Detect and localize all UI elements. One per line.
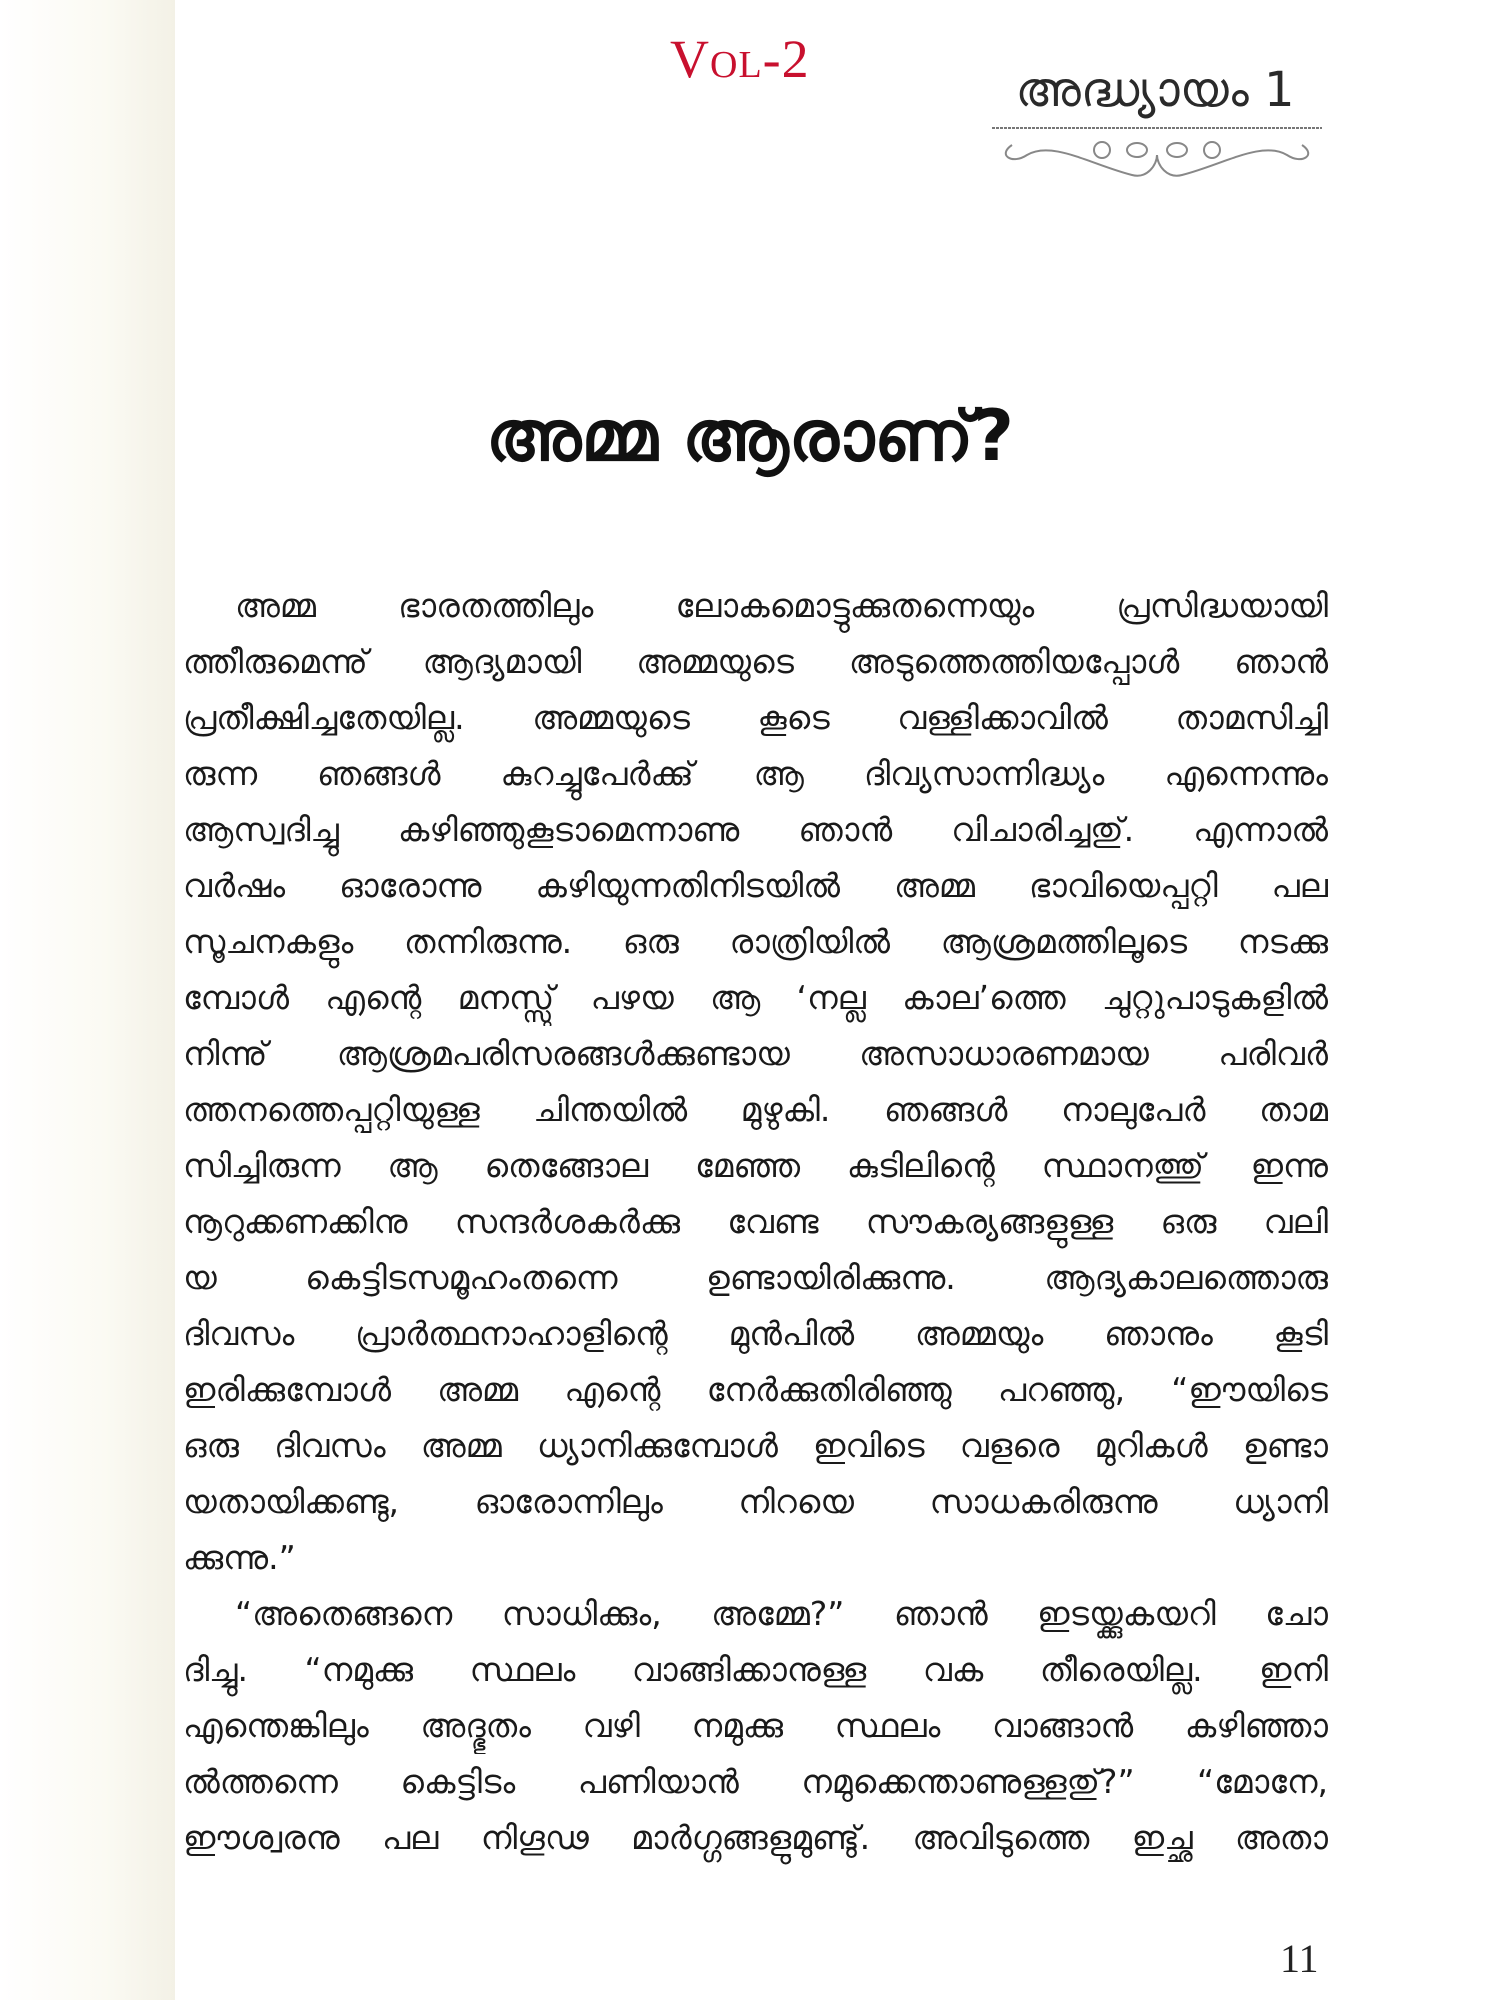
text-line: ദിച്ചു. “നമുക്കു സ്ഥലം വാങ്ങിക്കാനുള്ള വക തീരെയില്ല. ഇനി [183, 1650, 1328, 1689]
text-line: പ്രതീക്ഷിച്ചതേയില്ല. അമ്മയുടെ കൂടെ വള്ളിക്കാവിൽ താമസിച്ചി [183, 698, 1328, 737]
page-number: 11 [1280, 1936, 1319, 1981]
text-line: വർഷം ഓരോന്നു കഴിയുന്നതിനിടയിൽ അമ്മ ഭാവിയെപ്പറ്റി പല [183, 866, 1328, 905]
text-line: ഇരിക്കുമ്പോൾ അമ്മ എന്റെ നേർക്കുതിരിഞ്ഞു പറഞ്ഞു, “ഈയിടെ [183, 1370, 1328, 1409]
text-line: ഈശ്വരനു പല നിഗൂഢ മാർഗ്ഗങ്ങളുമുണ്ടു്. അവിടുത്തെ ഇച്ഛ അതാ [183, 1818, 1328, 1857]
text-line: യ കെട്ടിടസമൂഹംതന്നെ ഉണ്ടായിരിക്കുന്നു. ആദ്യകാലത്തൊരു [183, 1258, 1328, 1297]
text-line: ത്തീരുമെന്നു് ആദ്യമായി അമ്മയുടെ അടുത്തെത്തിയപ്പോൾ ഞാൻ [183, 642, 1328, 681]
text-line: രുന്ന ഞങ്ങൾ കുറച്ചുപേർക്കു് ആ ദിവ്യസാന്നിദ്ധ്യം എന്നെന്നും [183, 754, 1328, 793]
text-line: യതായിക്കണ്ടു, ഓരോന്നിലും നിറയെ സാധകരിരുന്നു ധ്യാനി [183, 1482, 1328, 1521]
text-line: ത്തനത്തെപ്പറ്റിയുള്ള ചിന്തയിൽ മുഴുകി. ഞങ്ങൾ നാലുപേർ താമ [183, 1090, 1328, 1129]
text-line: നിന്നു് ആശ്രമപരിസരങ്ങൾക്കുണ്ടായ അസാധാരണമായ പരിവർ [183, 1034, 1328, 1073]
body-text [183, 578, 1328, 1866]
text-line: അമ്മ ഭാരതത്തിലും ലോകമൊട്ടുക്കുതന്നെയും പ്രസിദ്ധയായി [235, 586, 1328, 625]
text-line: നൂറുക്കണക്കിനു സന്ദർശകർക്കു വേണ്ട സൗകര്യങ്ങളുള്ള ഒരു വലി [183, 1202, 1328, 1241]
text-line: മ്പോൾ എന്റെ മനസ്സു് പഴയ ആ ‘നല്ല കാല’ത്തെ ചുറ്റുപാടുകളിൽ [183, 978, 1328, 1017]
chapter-heading: അദ്ധ്യായം 1 [1015, 62, 1295, 118]
text-line: ൽത്തന്നെ കെട്ടിടം പണിയാൻ നമുക്കെന്താണുള്ളതു്?” “മോനേ, [183, 1762, 1328, 1801]
text-line: ദിവസം പ്രാർത്ഥനാഹാളിന്റെ മുൻപിൽ അമ്മയും ഞാനും കൂടി [183, 1314, 1328, 1353]
text-line: സൂചനകളും തന്നിരുന്നു. ഒരു രാത്രിയിൽ ആശ്രമത്തിലൂടെ നടക്കു [183, 922, 1328, 961]
text-line: എന്തെങ്കിലും അദ്ഭുതം വഴി നമുക്കു സ്ഥലം വാങ്ങാൻ കഴിഞ്ഞാ [183, 1706, 1328, 1745]
text-line: ക്കുന്നു.” [183, 1538, 296, 1577]
volume-label: Vol-2 [670, 29, 810, 89]
ornament-flourish-icon [992, 125, 1322, 185]
text-line: “അതെങ്ങനെ സാധിക്കും, അമ്മേ?” ഞാൻ ഇടയ്ക്കുകയറി ചോ [235, 1594, 1328, 1633]
text-line: ഒരു ദിവസം അമ്മ ധ്യാനിക്കുമ്പോൾ ഇവിടെ വളരെ മുറികൾ ഉണ്ടാ [183, 1426, 1328, 1465]
page-title: അമ്മ ആരാണ്? [486, 395, 1014, 477]
text-line: സിച്ചിരുന്ന ആ തെങ്ങോല മേഞ്ഞ കുടിലിന്റെ സ്ഥാനത്തു് ഇന്നു [183, 1146, 1328, 1185]
text-line: ആസ്വദിച്ചു കഴിഞ്ഞുകൂടാമെന്നാണു ഞാൻ വിചാരിച്ചതു്. എന്നാൽ [183, 810, 1328, 849]
page-gutter-shadow [0, 0, 175, 2000]
